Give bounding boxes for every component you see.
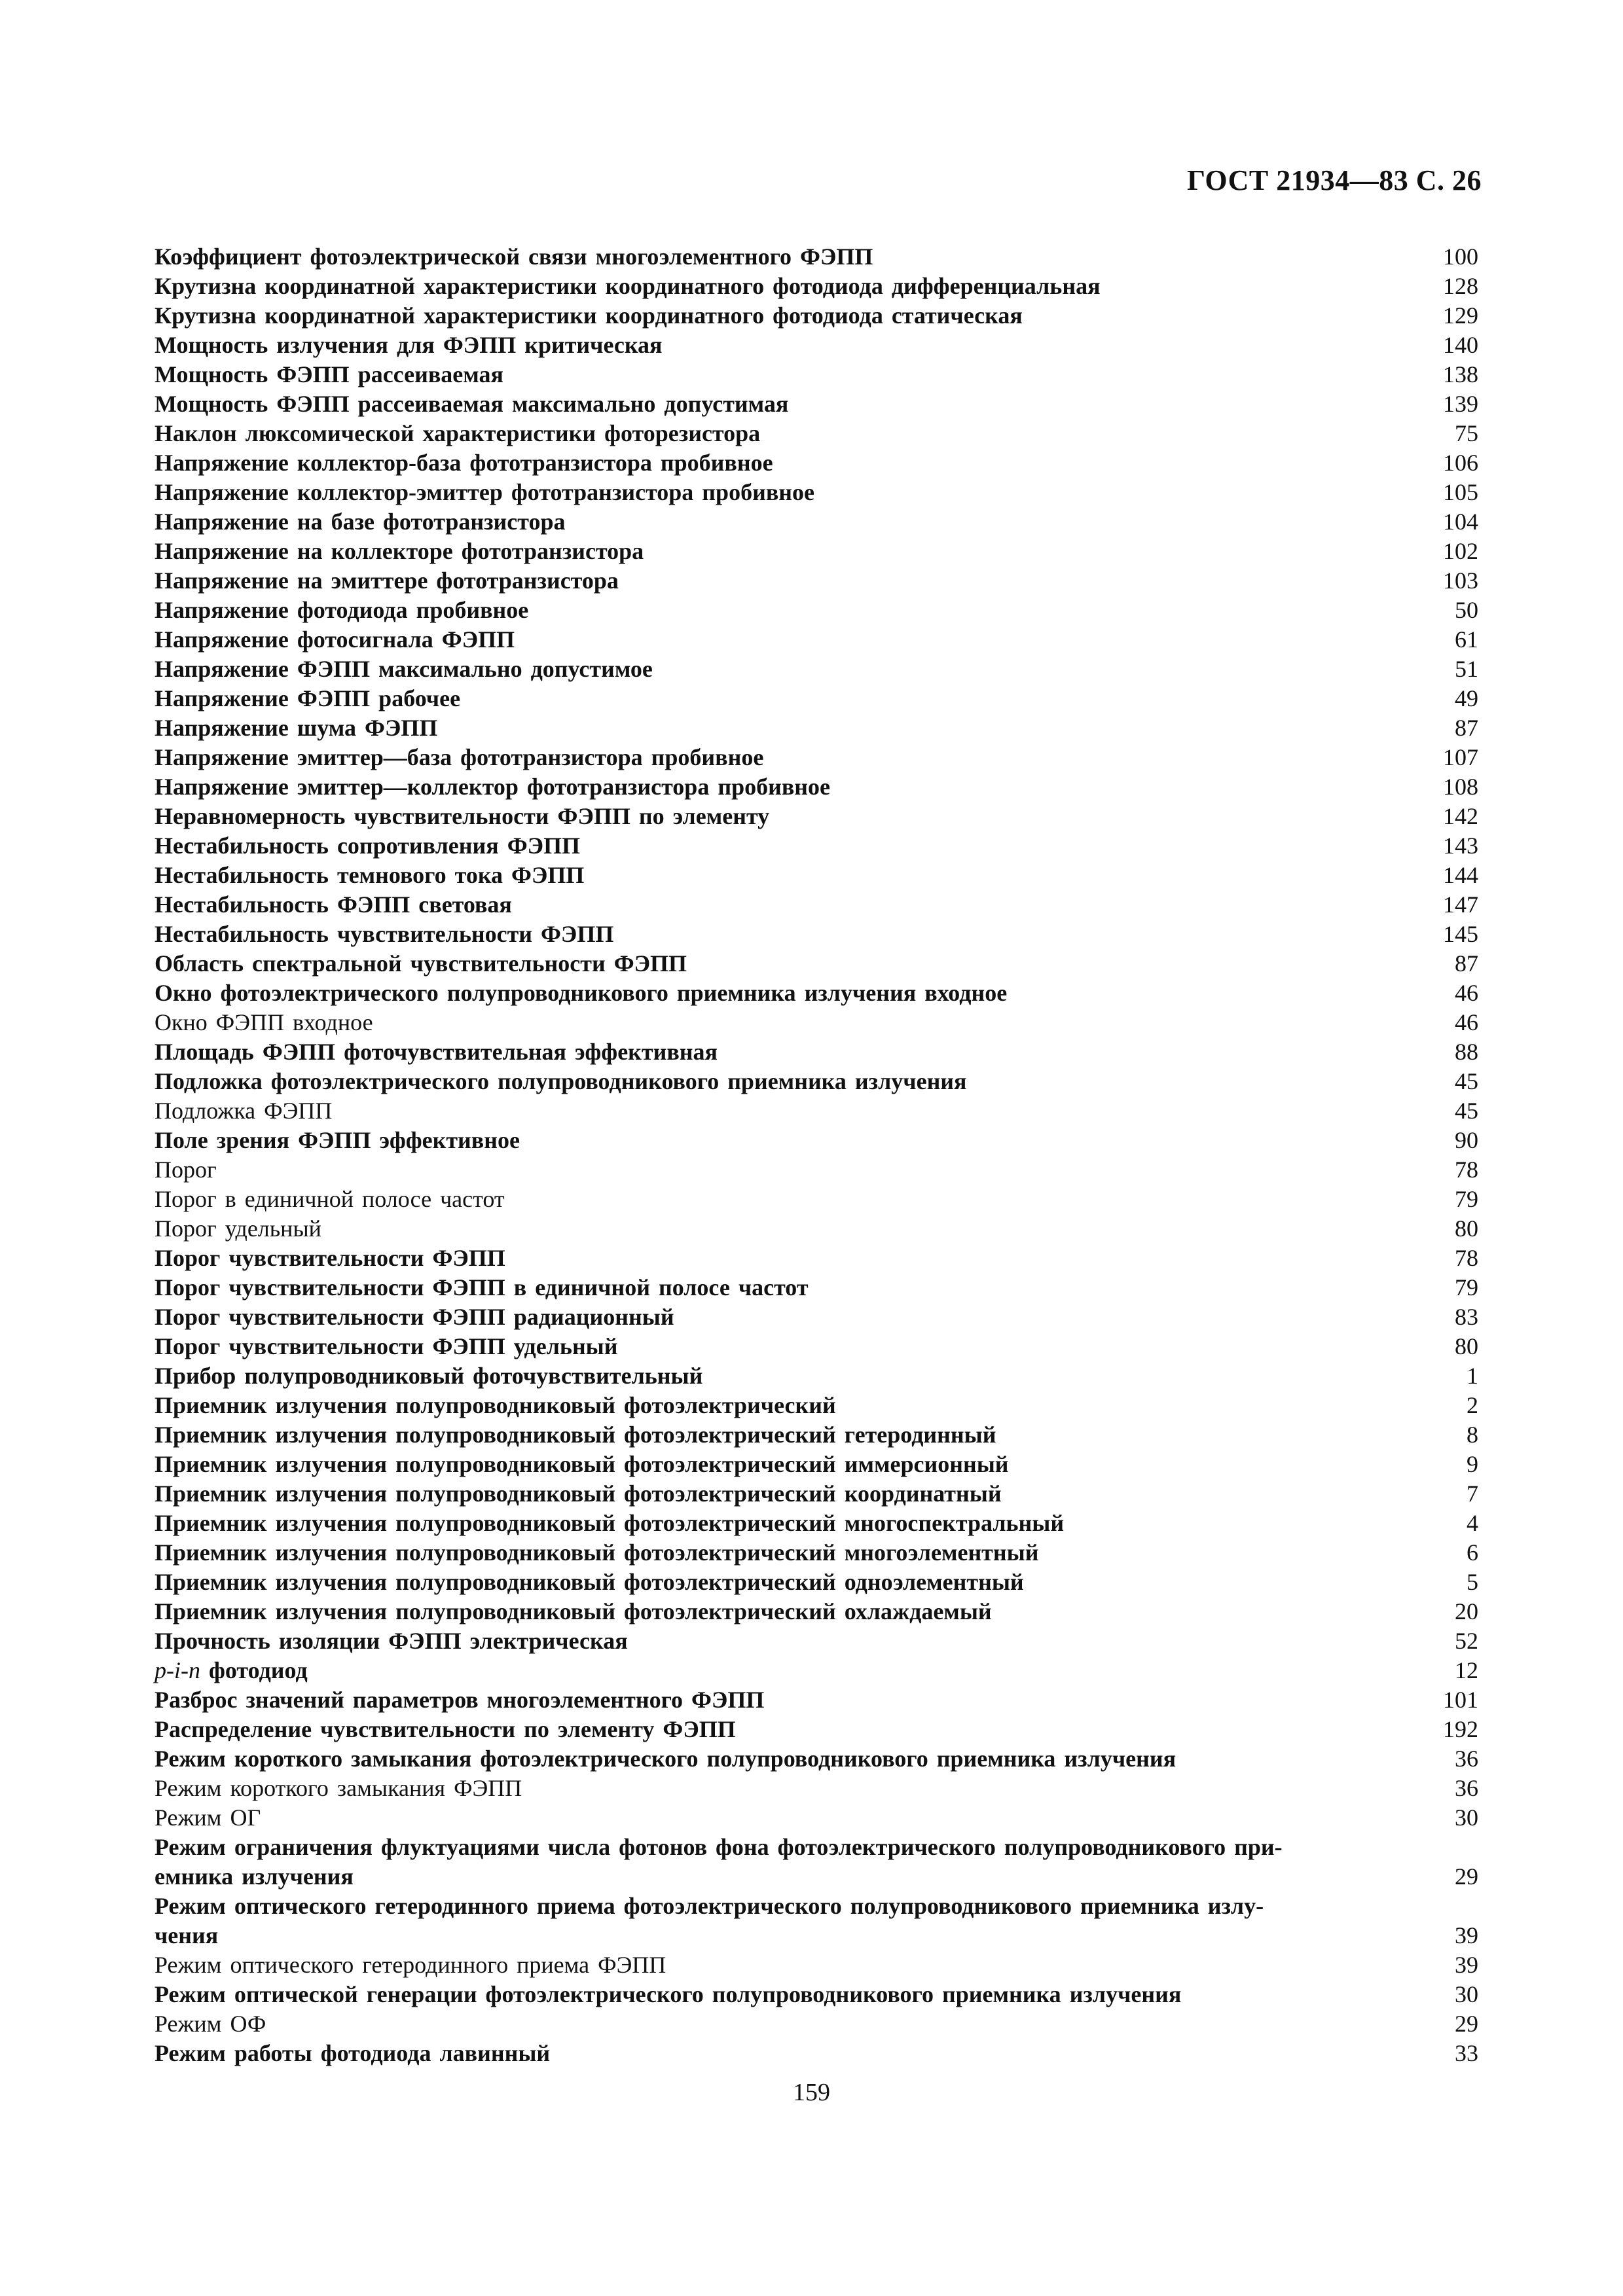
- entry-term-text: Напряжение на эмиттере фототранзистора: [155, 567, 619, 594]
- entry-number: 79: [1455, 1186, 1478, 1212]
- index-entry: [155, 1244, 1478, 1273]
- entry-term: [155, 1126, 1400, 1155]
- entry-term-continuation: емника излучения: [155, 1863, 354, 1890]
- entry-number: 8: [1467, 1422, 1478, 1448]
- page-header: ГОСТ 21934—83 С. 26: [1186, 164, 1482, 196]
- entry-number: 46: [1455, 1009, 1478, 1035]
- entry-term: [155, 1332, 1400, 1361]
- entry-term-text: Напряжение шума ФЭПП: [155, 715, 438, 741]
- entry-term-text: Режим оптического гетеродинного приема ФЭПП: [155, 1952, 666, 1978]
- index-entry: [155, 360, 1478, 389]
- entry-term: [155, 389, 1400, 419]
- index-entry: [155, 1980, 1478, 2009]
- index-entry: [155, 1833, 1478, 1892]
- entry-term-text: Нестабильность ФЭПП световая: [155, 891, 512, 918]
- entry-number: 2: [1467, 1392, 1478, 1418]
- index-entry: [155, 566, 1478, 596]
- entry-number: 36: [1455, 1775, 1478, 1801]
- index-entry: [155, 272, 1478, 301]
- entry-term: [155, 272, 1400, 301]
- entry-term: [155, 1568, 1400, 1597]
- index-entry: [155, 1774, 1478, 1803]
- index-entry: [155, 1656, 1478, 1685]
- index-entry: [155, 772, 1478, 802]
- entry-term: [155, 743, 1400, 772]
- entry-number: 36: [1455, 1746, 1478, 1772]
- index-entry: [155, 949, 1478, 978]
- entry-term-text: Площадь ФЭПП фоточувствительная эффективная: [155, 1039, 718, 1065]
- entry-number: 30: [1455, 1804, 1478, 1831]
- entry-term: [155, 1096, 1400, 1126]
- entry-term: [155, 596, 1400, 625]
- entry-term-text: Напряжение на коллекторе фототранзистора: [155, 538, 644, 564]
- entry-term-text: Приемник излучения полупроводниковый фотоэлектрический многоспектральный: [155, 1510, 1065, 1536]
- entry-term-text: Напряжение ФЭПП рабочее: [155, 685, 461, 711]
- entry-term-text: Порог: [155, 1157, 217, 1183]
- entry-term-text: Наклон люксомической характеристики фоторезистора: [155, 420, 761, 446]
- index-entry: [155, 1685, 1478, 1715]
- entry-number: 103: [1443, 567, 1478, 594]
- entry-term-text: Порог чувствительности ФЭПП в единичной полосе частот: [155, 1274, 809, 1300]
- entry-number: 4: [1467, 1510, 1478, 1536]
- entry-term-text: Режим работы фотодиода лавинный: [155, 2040, 551, 2066]
- index-entry: [155, 1391, 1478, 1420]
- entry-number: 29: [1455, 1863, 1478, 1890]
- entry-term-text: Приемник излучения полупроводниковый фотоэлектрический одноэлементный: [155, 1569, 1024, 1595]
- index-entry: [155, 1892, 1478, 1950]
- entry-term: [155, 655, 1400, 684]
- entry-number: 78: [1455, 1157, 1478, 1183]
- entry-term: [155, 1037, 1400, 1067]
- entry-term-text: Напряжение ФЭПП максимально допустимое: [155, 656, 653, 682]
- entry-term-text: Мощность ФЭПП рассеиваемая максимально допустимая: [155, 391, 789, 417]
- index-entry: [155, 1744, 1478, 1774]
- entry-number: 105: [1443, 479, 1478, 505]
- entry-term-text: Окно фотоэлектрического полупроводникового приемника излучения входное: [155, 980, 1008, 1006]
- entry-term-continuation: чения: [155, 1922, 219, 1948]
- entry-term-text: Напряжение коллектор-эмиттер фототранзистора пробивное: [155, 479, 814, 505]
- entry-term: [155, 2039, 1400, 2068]
- index-entry: [155, 1361, 1478, 1391]
- entry-term: [155, 1273, 1400, 1302]
- entry-number: 145: [1443, 921, 1478, 947]
- index-entry: [155, 1155, 1478, 1185]
- index-entry: [155, 743, 1478, 772]
- index-entry: [155, 684, 1478, 713]
- index-entry: [155, 419, 1478, 448]
- entry-number: 100: [1443, 243, 1478, 270]
- entry-number: 6: [1467, 1539, 1478, 1566]
- entry-term-text: фотодиод: [200, 1657, 308, 1683]
- index-entry: [155, 861, 1478, 890]
- entry-term: [155, 1803, 1400, 1833]
- entry-term: [155, 1244, 1400, 1273]
- entry-term: [155, 507, 1400, 537]
- entry-number: 144: [1443, 862, 1478, 888]
- entry-term-text: Режим оптического гетеродинного приема фотоэлектрического полупроводникового приемника излу-: [155, 1893, 1264, 1919]
- entry-term-text: Прочность изоляции ФЭПП электрическая: [155, 1628, 628, 1654]
- entry-term-text: Режим короткого замыкания фотоэлектрического полупроводникового приемника излучения: [155, 1746, 1176, 1772]
- index-entry: [155, 2039, 1478, 2068]
- index-entry: [155, 1626, 1478, 1656]
- entry-term: [155, 478, 1400, 507]
- entry-term-text: Мощность ФЭПП рассеиваемая: [155, 361, 503, 387]
- index-entry: [155, 478, 1478, 507]
- entry-term: [155, 537, 1400, 566]
- index-entry: [155, 978, 1478, 1008]
- entry-number: 75: [1455, 420, 1478, 446]
- entry-term-text: Приемник излучения полупроводниковый фотоэлектрический гетеродинный: [155, 1422, 996, 1448]
- entry-term-text: Коэффициент фотоэлектрической связи многоэлементного ФЭПП: [155, 243, 873, 270]
- entry-term: [155, 1715, 1400, 1744]
- index-entry: [155, 1597, 1478, 1626]
- entry-number: 39: [1455, 1922, 1478, 1948]
- page-number: 159: [793, 2079, 830, 2106]
- entry-term: [155, 448, 1400, 478]
- entry-number: 90: [1455, 1127, 1478, 1153]
- entry-term: [155, 566, 1400, 596]
- entry-term-text: Мощность излучения для ФЭПП критическая: [155, 332, 663, 358]
- entry-number: 50: [1455, 597, 1478, 623]
- entry-term-prefix: p-i-n: [155, 1657, 200, 1683]
- entry-term-text: Режим ограничения флуктуациями числа фотонов фона фотоэлектрического полупроводникового при-: [155, 1834, 1283, 1860]
- entry-term: [155, 1155, 1400, 1185]
- entry-term: [155, 1302, 1400, 1332]
- index-entry: [155, 920, 1478, 949]
- entry-term-text: Режим короткого замыкания ФЭПП: [155, 1775, 522, 1801]
- entry-term-text: Порог чувствительности ФЭПП радиационный: [155, 1304, 674, 1330]
- entry-number: 45: [1455, 1098, 1478, 1124]
- entry-term-text: Нестабильность чувствительности ФЭПП: [155, 921, 614, 947]
- entry-term-text: Режим оптической генерации фотоэлектрического полупроводникового приемника излучения: [155, 1981, 1182, 2007]
- entry-term-text: Поле зрения ФЭПП эффективное: [155, 1127, 520, 1153]
- index-entry: [155, 1950, 1478, 1980]
- entry-term: [155, 1774, 1400, 1803]
- entry-term-text: Приемник излучения полупроводниковый фотоэлектрический охлаждаемый: [155, 1598, 992, 1624]
- entry-number: 9: [1467, 1451, 1478, 1477]
- entry-term-text: Подложка ФЭПП: [155, 1098, 333, 1124]
- entry-term-text: Нестабильность темнового тока ФЭПП: [155, 862, 585, 888]
- entry-term: [155, 625, 1400, 655]
- entry-term-text: Прибор полупроводниковый фоточувствительный: [155, 1363, 703, 1389]
- entry-term: [155, 1833, 1400, 1892]
- entry-number: 102: [1443, 538, 1478, 564]
- entry-number: 139: [1443, 391, 1478, 417]
- entry-term-text: Крутизна координатной характеристики координатного фотодиода статическая: [155, 302, 1023, 329]
- index-entry: [155, 1096, 1478, 1126]
- index-entry: [155, 1509, 1478, 1538]
- entry-term-text: Напряжение эмиттер—коллектор фототранзистора пробивное: [155, 774, 830, 800]
- entry-number: 78: [1455, 1245, 1478, 1271]
- entry-number: 51: [1455, 656, 1478, 682]
- entry-term-text: Крутизна координатной характеристики координатного фотодиода дифференциальная: [155, 273, 1101, 299]
- entry-number: 80: [1455, 1215, 1478, 1242]
- entry-term-text: Область спектральной чувствительности ФЭПП: [155, 950, 687, 977]
- entry-term: [155, 2009, 1400, 2039]
- index-entry: [155, 1332, 1478, 1361]
- index-entry: [155, 1450, 1478, 1479]
- entry-number: 192: [1443, 1716, 1478, 1742]
- entry-number: 140: [1443, 332, 1478, 358]
- entry-number: 87: [1455, 715, 1478, 741]
- index-entry: [155, 389, 1478, 419]
- entry-number: 128: [1443, 273, 1478, 299]
- entry-term: [155, 1479, 1400, 1509]
- entry-term: [155, 861, 1400, 890]
- entry-term-text: Порог чувствительности ФЭПП удельный: [155, 1333, 618, 1359]
- entry-number: 80: [1455, 1333, 1478, 1359]
- index-entry: [155, 301, 1478, 331]
- index-entry: [155, 1126, 1478, 1155]
- entry-term-text: Режим ОГ: [155, 1804, 261, 1831]
- entry-term-text: Приемник излучения полупроводниковый фотоэлектрический многоэлементный: [155, 1539, 1039, 1566]
- entry-term: [155, 1391, 1400, 1420]
- entry-term: [155, 831, 1400, 861]
- entry-term: [155, 331, 1400, 360]
- entry-number: 46: [1455, 980, 1478, 1006]
- entry-number: 33: [1455, 2040, 1478, 2066]
- entry-term-text: Приемник излучения полупроводниковый фотоэлектрический иммерсионный: [155, 1451, 1009, 1477]
- index-entry: [155, 2009, 1478, 2039]
- entry-term: [155, 978, 1400, 1008]
- entry-term: [155, 1626, 1400, 1656]
- entry-term-text: Приемник излучения полупроводниковый фотоэлектрический: [155, 1392, 836, 1418]
- entry-number: 79: [1455, 1274, 1478, 1300]
- index-entry: [155, 1538, 1478, 1568]
- entry-term: [155, 802, 1400, 831]
- entry-term: [155, 890, 1400, 920]
- entry-term: [155, 684, 1400, 713]
- entry-term-text: Напряжение эмиттер—база фототранзистора пробивное: [155, 744, 764, 770]
- entry-number: 1: [1467, 1363, 1478, 1389]
- entry-term: [155, 242, 1400, 272]
- entry-number: 88: [1455, 1039, 1478, 1065]
- entry-term: [155, 1538, 1400, 1568]
- index-entry: [155, 713, 1478, 743]
- entry-term-text: Напряжение на базе фототранзистора: [155, 509, 566, 535]
- entry-term: [155, 1450, 1400, 1479]
- entry-term-text: Напряжение фотодиода пробивное: [155, 597, 529, 623]
- entry-term-text: Напряжение фотосигнала ФЭПП: [155, 626, 515, 653]
- entry-term-text: Порог в единичной полосе частот: [155, 1186, 505, 1212]
- entry-term-text: Нестабильность сопротивления ФЭПП: [155, 833, 581, 859]
- entry-number: 7: [1467, 1480, 1478, 1507]
- index-entry: [155, 537, 1478, 566]
- entry-number: 12: [1455, 1657, 1478, 1683]
- entry-number: 138: [1443, 361, 1478, 387]
- entry-term: [155, 1361, 1400, 1391]
- entry-term-text: Порог удельный: [155, 1215, 321, 1242]
- entry-term: [155, 1597, 1400, 1626]
- index-entry: [155, 1803, 1478, 1833]
- entry-number: 5: [1467, 1569, 1478, 1595]
- entry-term: [155, 1008, 1400, 1037]
- index-entry: [155, 1067, 1478, 1096]
- index-entry: [155, 242, 1478, 272]
- entry-term-text: Неравномерность чувствительности ФЭПП по элементу: [155, 803, 770, 829]
- index-entry: [155, 1037, 1478, 1067]
- entry-term: [155, 713, 1400, 743]
- entry-term-text: Окно ФЭПП входное: [155, 1009, 373, 1035]
- entry-term: [155, 419, 1400, 448]
- entry-term: [155, 1420, 1400, 1450]
- index-entry: [155, 1420, 1478, 1450]
- entry-number: 87: [1455, 950, 1478, 977]
- entry-term-text: Подложка фотоэлектрического полупроводникового приемника излучения: [155, 1068, 967, 1094]
- entry-term: [155, 772, 1400, 802]
- entry-number: 104: [1443, 509, 1478, 535]
- index-entry: [155, 802, 1478, 831]
- entry-number: 147: [1443, 891, 1478, 918]
- entry-term: [155, 1185, 1400, 1214]
- entry-number: 108: [1443, 774, 1478, 800]
- index-entry: [155, 448, 1478, 478]
- entry-number: 29: [1455, 2011, 1478, 2037]
- entry-term-text: Порог чувствительности ФЭПП: [155, 1245, 505, 1271]
- entry-number: 39: [1455, 1952, 1478, 1978]
- entry-term: [155, 301, 1400, 331]
- entry-number: 52: [1455, 1628, 1478, 1654]
- entry-term-text: Напряжение коллектор-база фототранзистора пробивное: [155, 450, 773, 476]
- entry-term: [155, 1509, 1400, 1538]
- entry-number: 143: [1443, 833, 1478, 859]
- index-entry: [155, 1273, 1478, 1302]
- entry-term: [155, 1067, 1400, 1096]
- index-entry: [155, 331, 1478, 360]
- index-entry: [155, 655, 1478, 684]
- index-entry: [155, 507, 1478, 537]
- index-entry: [155, 890, 1478, 920]
- index-entry: [155, 831, 1478, 861]
- index-entry: [155, 596, 1478, 625]
- entry-number: 106: [1443, 450, 1478, 476]
- index-entry: [155, 1479, 1478, 1509]
- entry-number: 107: [1443, 744, 1478, 770]
- entry-term: [155, 1656, 1400, 1685]
- entry-term-text: Распределение чувствительности по элементу ФЭПП: [155, 1716, 736, 1742]
- entry-term: [155, 1980, 1400, 2009]
- entry-number: 129: [1443, 302, 1478, 329]
- index-entry: [155, 1568, 1478, 1597]
- entry-term: [155, 1950, 1400, 1980]
- entry-term: [155, 360, 1400, 389]
- index-entry: [155, 1214, 1478, 1244]
- entry-number: 49: [1455, 685, 1478, 711]
- entry-number: 30: [1455, 1981, 1478, 2007]
- index-entry: [155, 1715, 1478, 1744]
- entry-term: [155, 920, 1400, 949]
- entry-term-text: Приемник излучения полупроводниковый фотоэлектрический координатный: [155, 1480, 1002, 1507]
- index-entry: [155, 625, 1478, 655]
- entry-term: [155, 949, 1400, 978]
- index-entry: [155, 1008, 1478, 1037]
- entry-term: [155, 1892, 1400, 1950]
- term-index-list: [155, 242, 1478, 2068]
- entry-term: [155, 1744, 1400, 1774]
- entry-term-text: Режим ОФ: [155, 2011, 266, 2037]
- entry-number: 83: [1455, 1304, 1478, 1330]
- entry-term: [155, 1214, 1400, 1244]
- index-entry: [155, 1185, 1478, 1214]
- index-entry: [155, 1302, 1478, 1332]
- entry-number: 45: [1455, 1068, 1478, 1094]
- entry-number: 61: [1455, 626, 1478, 653]
- entry-number: 101: [1443, 1687, 1478, 1713]
- entry-term: [155, 1685, 1400, 1715]
- entry-term-text: Разброс значений параметров многоэлементного ФЭПП: [155, 1687, 765, 1713]
- entry-number: 142: [1443, 803, 1478, 829]
- entry-number: 20: [1455, 1598, 1478, 1624]
